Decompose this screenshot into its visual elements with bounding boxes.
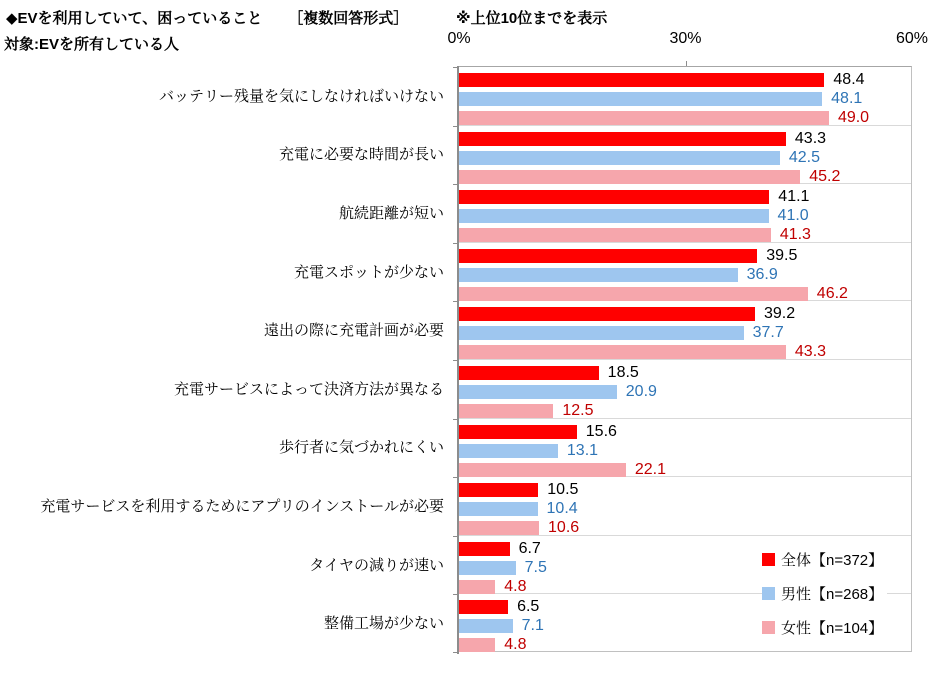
y-tick-mark xyxy=(453,243,457,244)
bar xyxy=(459,619,513,633)
x-tick-mark xyxy=(686,61,687,66)
bar-row xyxy=(459,441,911,459)
bar xyxy=(459,638,495,652)
bar-value-label: 41.0 xyxy=(777,207,809,225)
bar-row xyxy=(459,167,911,185)
bar-value-label: 20.9 xyxy=(625,383,657,400)
bar-value-label: 22.1 xyxy=(634,460,666,478)
bar-value-label: 7.1 xyxy=(521,617,544,635)
category-label: 遠出の際に充電計画が必要 xyxy=(263,322,444,340)
bar xyxy=(459,444,558,458)
bar-value-label: 46.2 xyxy=(816,284,848,302)
bar xyxy=(459,73,824,87)
bar-value-label: 43.3 xyxy=(794,343,827,361)
bar-row xyxy=(459,422,911,440)
bar xyxy=(459,502,538,516)
bar-row xyxy=(459,326,911,340)
bar-value-label: 15.6 xyxy=(585,422,617,440)
bar-row xyxy=(459,345,911,359)
bar xyxy=(459,209,769,223)
y-tick-mark xyxy=(453,652,457,653)
x-tick-label: 30% xyxy=(669,30,702,47)
bar-row xyxy=(459,483,911,497)
bar xyxy=(459,111,829,125)
bar-value-label: 49.0 xyxy=(837,109,870,126)
bar-row xyxy=(459,228,911,242)
bar-value-label: 45.2 xyxy=(809,167,841,185)
y-tick-mark xyxy=(453,184,457,185)
bar xyxy=(459,366,599,380)
bar-row xyxy=(459,246,911,264)
bar xyxy=(459,404,553,418)
bar-value-label: 41.1 xyxy=(778,188,810,206)
y-tick-mark xyxy=(453,67,457,68)
bar-value-label: 43.3 xyxy=(794,129,827,147)
bar-value-label: 6.7 xyxy=(518,539,541,557)
bar xyxy=(459,170,800,184)
legend-label: 女性【n=104】 xyxy=(781,619,884,637)
bar-group xyxy=(459,184,911,243)
bar-value-label: 7.5 xyxy=(524,558,547,576)
bar xyxy=(459,483,538,497)
bar-group xyxy=(459,477,911,536)
legend-label: 全体【n=372】 xyxy=(781,551,884,569)
bar-row xyxy=(459,190,911,204)
legend-item xyxy=(762,617,887,637)
plot-area xyxy=(459,66,912,652)
bar-value-label: 13.1 xyxy=(566,441,599,459)
legend-swatch xyxy=(762,621,775,634)
category-label: 充電サービスを利用するためにアプリのインストールが必要 xyxy=(40,497,444,515)
bar xyxy=(459,132,786,146)
legend-item xyxy=(762,583,887,603)
bar-row xyxy=(459,366,911,380)
bar xyxy=(459,307,755,321)
bar xyxy=(459,345,786,359)
category-label: 充電サービスによって決済方法が異なる xyxy=(173,380,444,398)
bar xyxy=(459,287,808,301)
y-tick-mark xyxy=(453,594,457,595)
bar-value-label: 10.4 xyxy=(546,500,578,518)
bar xyxy=(459,542,510,556)
bar-group xyxy=(459,360,911,419)
bar-value-label: 10.6 xyxy=(548,519,580,537)
bar xyxy=(459,521,539,535)
bar-row xyxy=(459,284,911,302)
legend-swatch xyxy=(762,553,775,566)
x-axis xyxy=(447,30,929,52)
bar-row xyxy=(459,92,911,106)
bar-row xyxy=(459,129,911,147)
category-label: バッテリー残量を気にしなければいけない xyxy=(158,87,444,105)
x-tick-label: 0% xyxy=(447,30,471,47)
bar xyxy=(459,190,769,204)
y-tick-mark xyxy=(453,301,457,302)
bar-row xyxy=(459,111,911,125)
bar xyxy=(459,580,495,594)
bar-value-label: 36.9 xyxy=(746,265,778,283)
bar xyxy=(459,249,757,263)
category-label: 歩行者に気づかれにくい xyxy=(278,439,444,457)
x-tick-label: 60% xyxy=(895,30,929,47)
bar xyxy=(459,268,738,282)
bar-value-label: 48.1 xyxy=(831,90,863,107)
legend xyxy=(762,549,887,651)
bar-value-label: 10.5 xyxy=(547,481,579,499)
y-tick-mark xyxy=(453,126,457,127)
bar xyxy=(459,425,577,439)
bar-group xyxy=(459,301,911,360)
format-label: ［複数回答形式］ xyxy=(288,10,409,27)
bar-row xyxy=(459,148,911,166)
y-tick-mark xyxy=(453,536,457,537)
category-label: 充電スポットが少ない xyxy=(293,263,444,281)
page-title-line xyxy=(6,7,408,28)
page-title: ◆EVを利用していて、困っていること xyxy=(6,10,263,27)
page-subtitle: 対象:EVを所有している人 xyxy=(4,36,180,53)
bar xyxy=(459,92,822,106)
bar-row xyxy=(459,404,911,418)
bar-value-label: 39.2 xyxy=(763,305,796,323)
bar-row xyxy=(459,73,911,87)
bar-value-label: 4.8 xyxy=(504,577,527,595)
category-label: 充電に必要な時間が長い xyxy=(278,146,444,164)
bar-value-label: 12.5 xyxy=(562,402,594,419)
bar xyxy=(459,385,617,399)
bar-value-label: 37.7 xyxy=(752,324,784,342)
bar xyxy=(459,228,771,242)
bar-group xyxy=(459,243,911,302)
y-tick-mark xyxy=(453,360,457,361)
category-label: 整備工場が少ない xyxy=(323,615,444,633)
bar-row xyxy=(459,265,911,283)
bar-group xyxy=(459,67,911,126)
category-label: 航続距離が短い xyxy=(338,204,444,222)
bar xyxy=(459,463,626,477)
bar-group xyxy=(459,126,911,185)
bar xyxy=(459,561,516,575)
bar-value-label: 42.5 xyxy=(788,148,821,166)
bar-value-label: 4.8 xyxy=(504,636,527,654)
legend-label: 男性【n=268】 xyxy=(781,585,884,603)
bar-value-label: 18.5 xyxy=(607,364,639,381)
legend-item xyxy=(762,549,887,569)
bar-group xyxy=(459,419,911,478)
chart-note: ※上位10位までを表示 xyxy=(456,10,608,27)
bar-row xyxy=(459,385,911,399)
bar-row xyxy=(459,209,911,223)
bar-value-label: 41.3 xyxy=(779,226,811,244)
bar-row xyxy=(459,460,911,478)
bar-value-label: 39.5 xyxy=(766,246,798,264)
bar-value-label: 48.4 xyxy=(833,71,865,88)
y-tick-mark xyxy=(453,477,457,478)
y-tick-mark xyxy=(453,419,457,420)
bar-value-label: 6.5 xyxy=(517,598,540,616)
bar-row xyxy=(459,521,911,535)
category-label: タイヤの減りが速い xyxy=(309,556,444,574)
bar xyxy=(459,600,508,614)
bar-row xyxy=(459,307,911,321)
bar xyxy=(459,326,744,340)
legend-swatch xyxy=(762,587,775,600)
bar xyxy=(459,151,780,165)
bar-row xyxy=(459,502,911,516)
